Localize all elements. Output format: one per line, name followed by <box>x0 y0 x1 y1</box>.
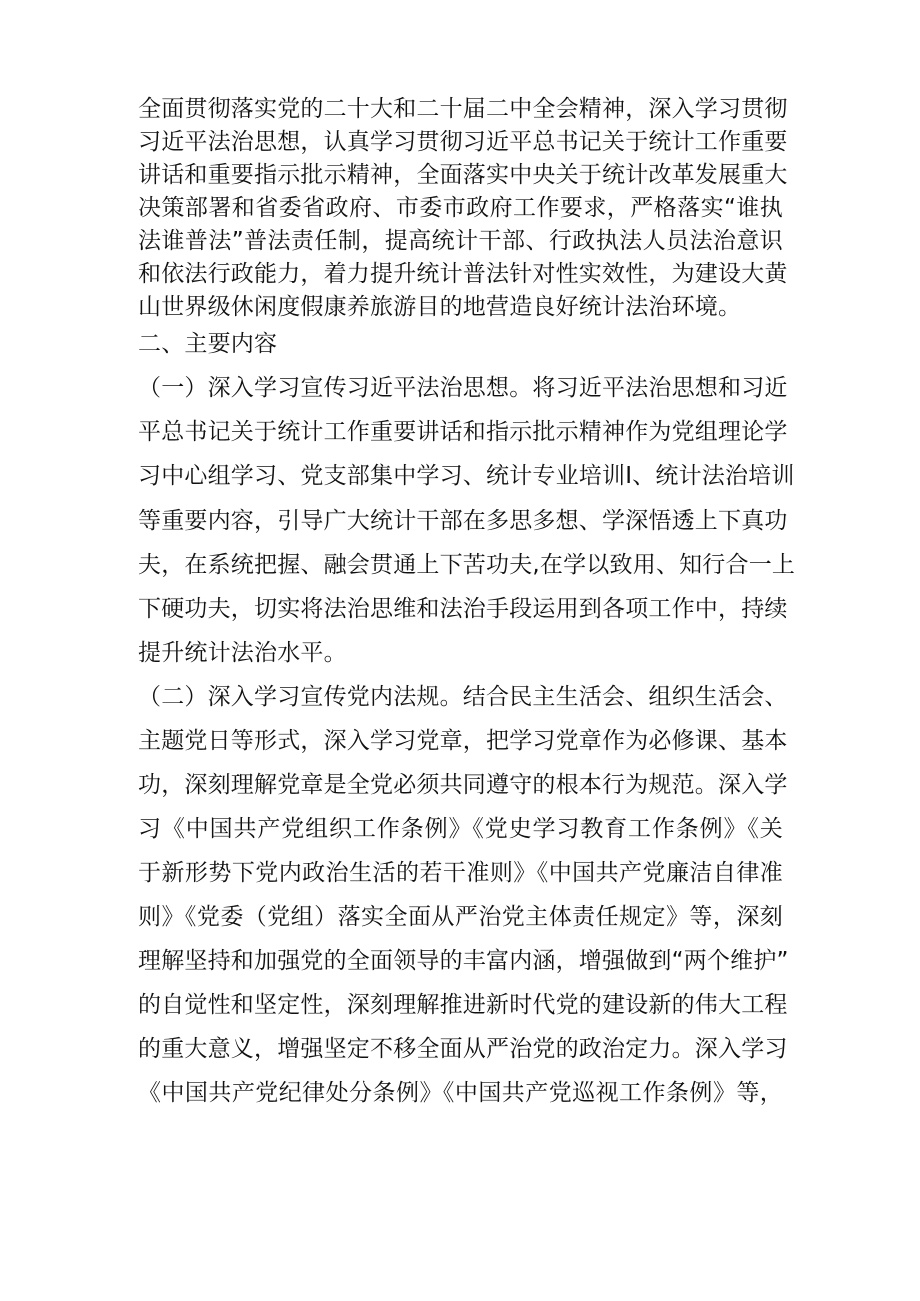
section-heading: 二、主要内容 <box>138 331 278 357</box>
intro-line-2: 习近平法治思想，认真学习贯彻习近平总书记关于统计工作重要 <box>138 129 788 155</box>
intro-line-3: 讲话和重要指示批示精神，全面落实中央关于统计改革发展重大 <box>138 162 788 188</box>
para2-line-6: 则》《党委（党组）落实全面从严治党主体责任规定》等，深刻 <box>138 904 783 930</box>
para2-line-8: 的自觉性和坚定性，深刻理解推进新时代党的建设新的伟大工程 <box>138 992 788 1018</box>
para2-line-5: 于新形势下党内政治生活的若干准则》《中国共产党廉洁自律准 <box>138 860 783 886</box>
para1-line-4: 等重要内容，引导广大统计干部在多思多想、学深悟透上下真功 <box>138 508 788 534</box>
para2-line-1: （二）深入学习宣传党内法规。结合民主生活会、组织生活会、 <box>138 684 788 710</box>
para1-line-2: 平总书记关于统计工作重要讲话和指示批示精神作为党组理论学 <box>138 419 788 445</box>
intro-line-5: 法谁普法”普法责任制，提高统计干部、行政执法人员法治意识 <box>138 228 783 254</box>
para1-line-3: 习中心组学习、党支部集中学习、统计专业培训I、统计法治培训 <box>138 463 795 489</box>
para2-line-2: 主题党日等形式，深入学习党章，把学习党章作为必修课、基本 <box>138 728 788 754</box>
para1-line-5: 夫，在系统把握、融会贯通上下苦功夫,在学以致用、知行合一上 <box>138 552 796 578</box>
intro-line-6: 和依法行政能力，着力提升统计普法针对性实效性，为建设大黄 <box>138 261 788 287</box>
intro-line-1: 全面贯彻落实党的二十大和二十届二中全会精神，深入学习贯彻 <box>138 96 788 122</box>
intro-line-4: 决策部署和省委省政府、市委市政府工作要求，严格落实“谁执 <box>138 195 783 221</box>
para1-line-7: 提升统计法治水平。 <box>138 640 347 666</box>
para1-line-1: （一）深入学习宣传习近平法治思想。将习近平法治思想和习近 <box>138 375 788 401</box>
para2-line-10: 《中国共产党纪律处分条例》《中国共产党巡视工作条例》等， <box>138 1080 783 1106</box>
para1-line-6: 下硬功夫，切实将法治思维和法治手段运用到各项工作中，持续 <box>138 596 788 622</box>
para2-line-7: 理解坚持和加强党的全面领导的丰富内涵，增强做到“两个维护” <box>138 948 789 974</box>
para2-line-3: 功，深刻理解党章是全党必须共同遵守的根本行为规范。深入学 <box>138 772 788 798</box>
para2-line-4: 习《中国共产党组织工作条例》《党史学习教育工作条例》《关 <box>138 816 783 842</box>
intro-line-7: 山世界级休闲度假康养旅游目的地营造良好统计法治环境。 <box>138 294 742 320</box>
para2-line-9: 的重大意义，增强坚定不移全面从严治党的政治定力。深入学习 <box>138 1036 788 1062</box>
